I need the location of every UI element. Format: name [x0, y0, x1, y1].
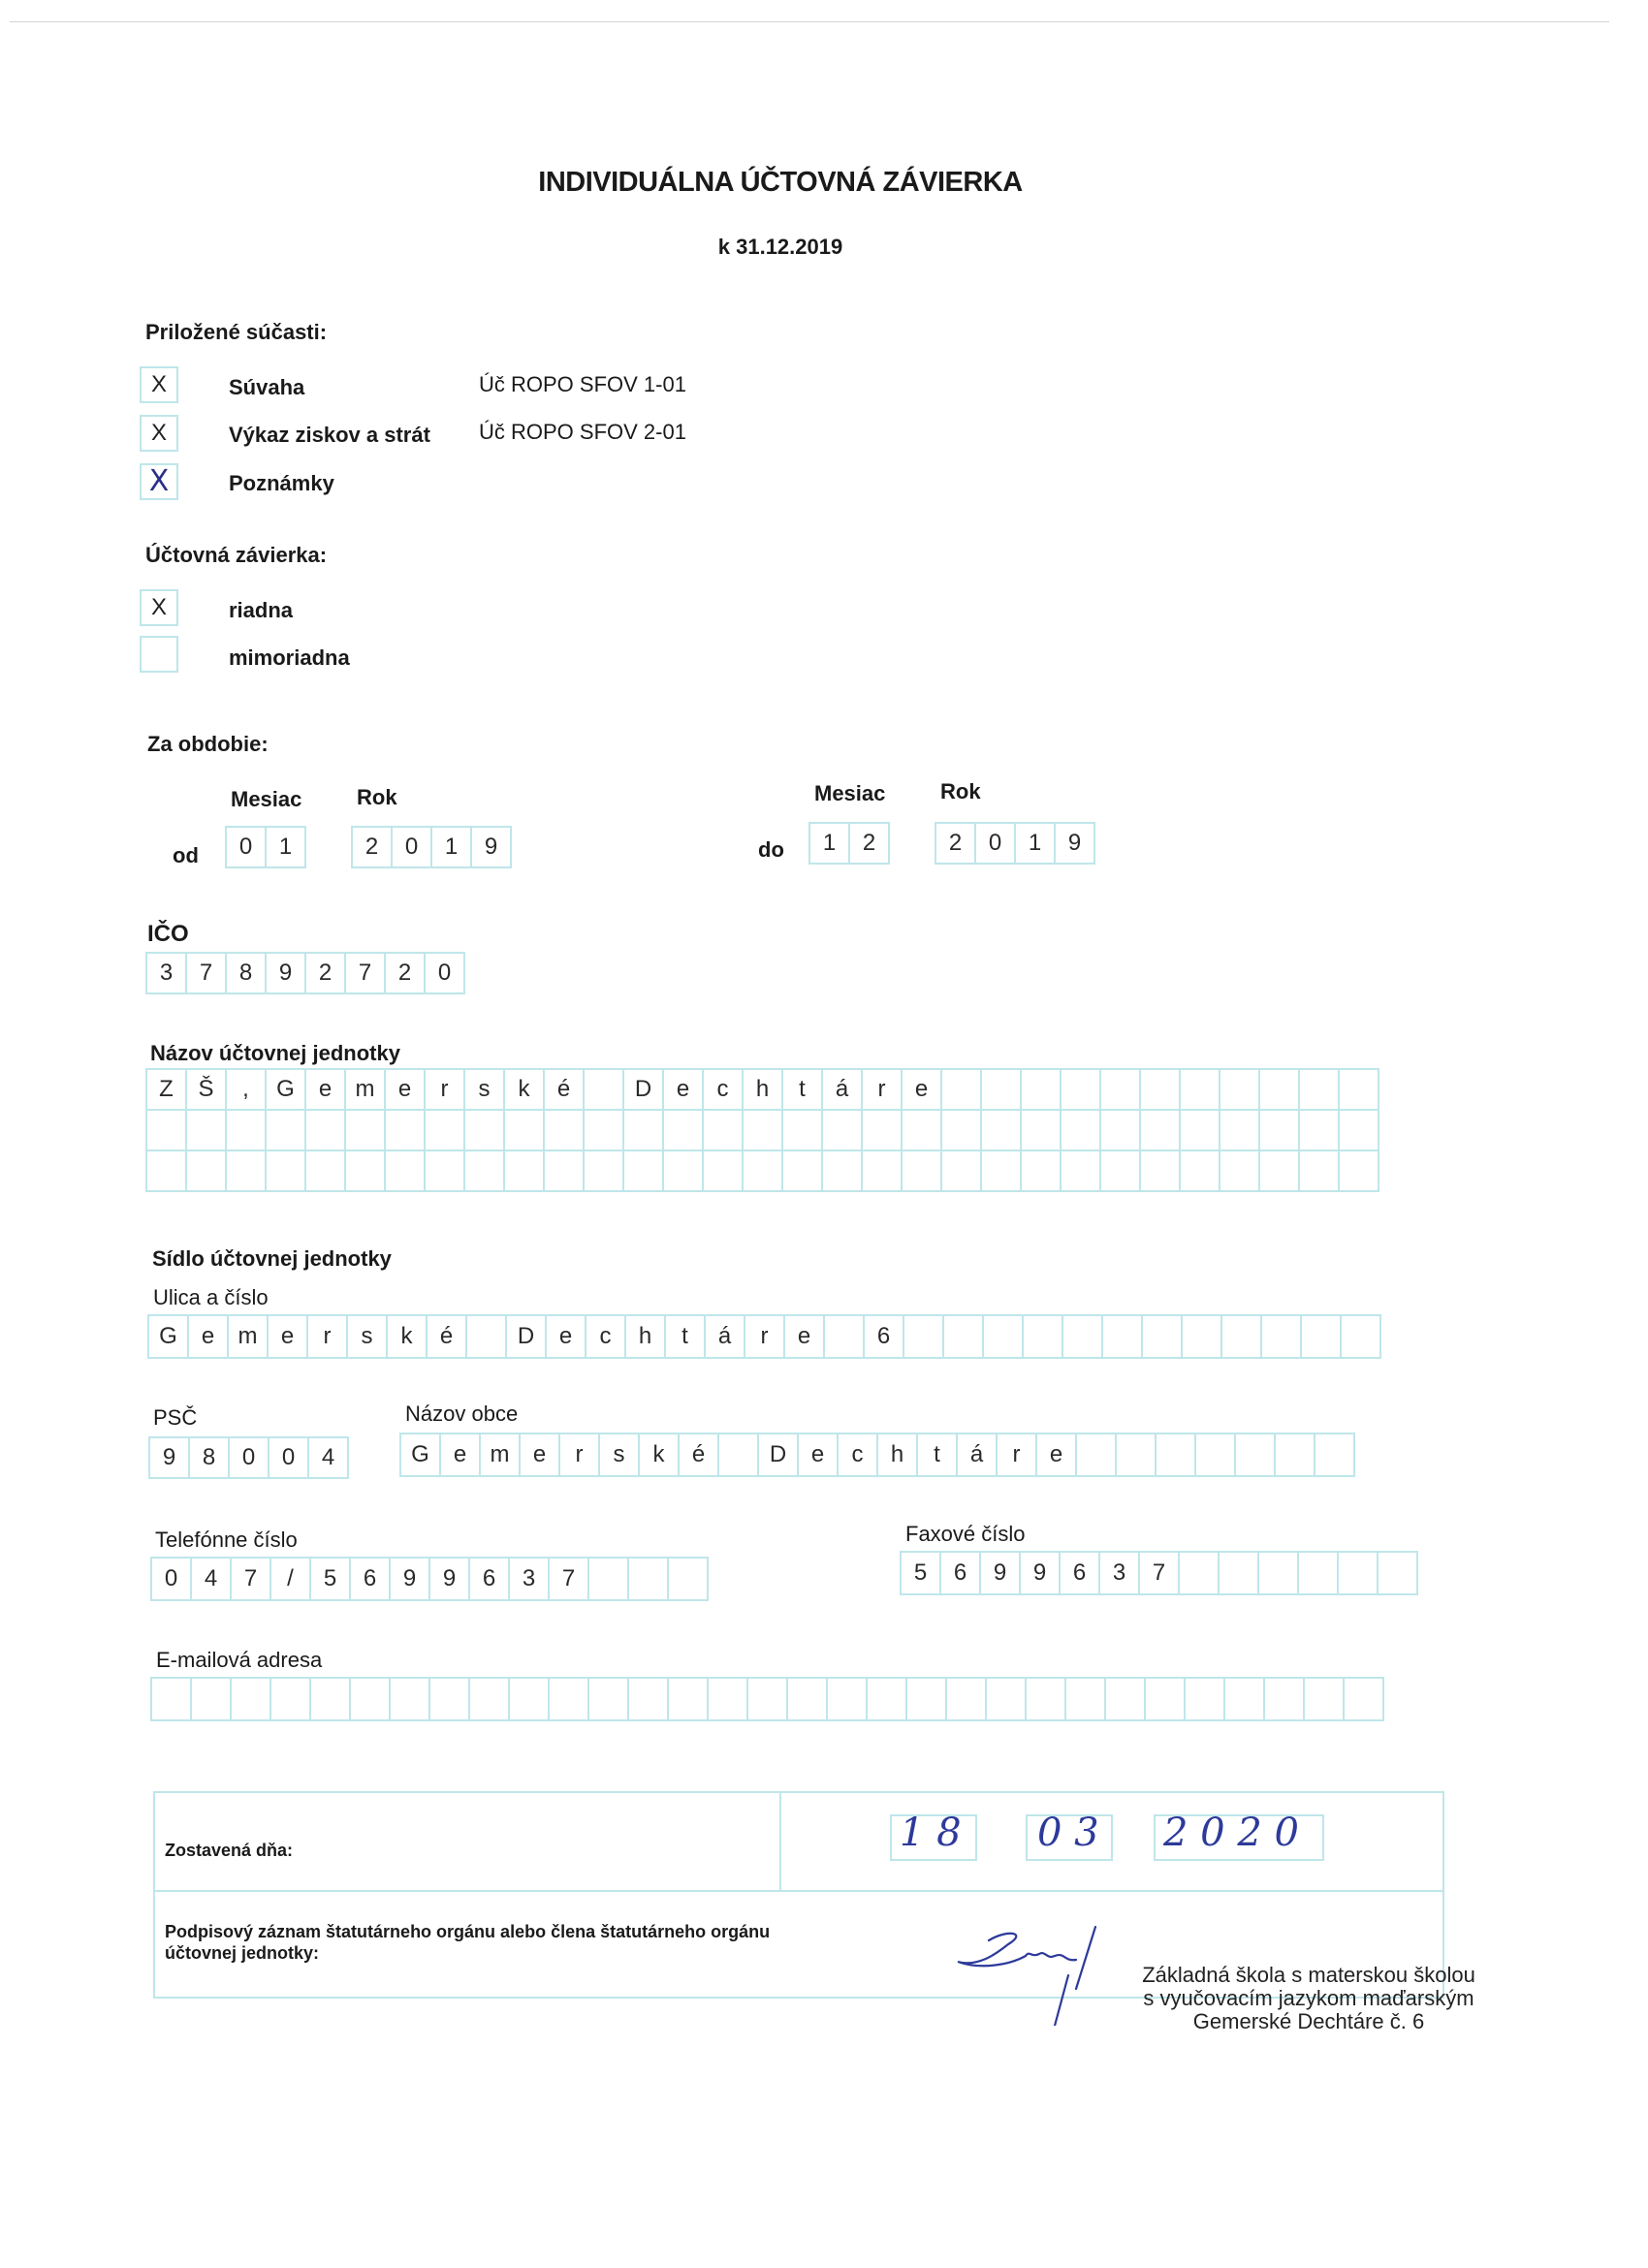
date-label: Zostavená dňa: — [165, 1841, 294, 1860]
char-cell — [424, 1150, 465, 1192]
char-cell — [587, 1677, 629, 1721]
ico-label: IČO — [147, 921, 189, 947]
char-cell — [384, 1109, 426, 1151]
from-year-label: Rok — [357, 785, 397, 809]
char-cell — [662, 1150, 704, 1192]
char-cell — [1297, 1551, 1339, 1595]
char-cell: D — [757, 1433, 799, 1477]
entity-name-row-1[interactable] — [145, 1068, 1378, 1111]
char-cell — [225, 1150, 267, 1192]
char-cell: s — [598, 1433, 640, 1477]
char-cell — [463, 1109, 505, 1151]
char-cell: e — [783, 1314, 825, 1359]
char-cell — [1075, 1433, 1117, 1477]
char-cell — [1338, 1068, 1379, 1111]
document-title: INDIVIDUÁLNA ÚČTOVNÁ ZÁVIERKA — [538, 167, 1023, 198]
char-cell — [543, 1109, 585, 1151]
char-cell: 9 — [470, 826, 512, 868]
char-cell: 1 — [808, 822, 850, 865]
char-cell: 0 — [228, 1436, 269, 1479]
char-cell: 6 — [939, 1551, 981, 1595]
char-cell: h — [876, 1433, 918, 1477]
char-cell: 5 — [900, 1551, 941, 1595]
char-cell — [1060, 1150, 1101, 1192]
char-cell — [1298, 1150, 1340, 1192]
char-cell — [622, 1109, 664, 1151]
town-label: Názov obce — [405, 1402, 519, 1426]
char-cell — [1179, 1068, 1220, 1111]
char-cell: r — [744, 1314, 785, 1359]
char-cell — [1194, 1433, 1236, 1477]
char-cell — [424, 1109, 465, 1151]
char-cell: e — [662, 1068, 704, 1111]
char-cell: 5 — [309, 1557, 351, 1601]
stamp-line-2: s vyučovacím jazykom maďarským — [1143, 1986, 1474, 2010]
char-cell — [543, 1150, 585, 1192]
char-cell — [980, 1150, 1022, 1192]
char-cell — [304, 1150, 346, 1192]
to-month-field[interactable] — [808, 822, 888, 865]
char-cell — [1314, 1433, 1355, 1477]
char-cell — [1219, 1109, 1260, 1151]
char-cell: s — [346, 1314, 388, 1359]
char-cell: h — [624, 1314, 666, 1359]
char-cell: 3 — [1098, 1551, 1140, 1595]
entity-name-label: Názov účtovnej jednotky — [150, 1041, 400, 1065]
char-cell — [190, 1677, 232, 1721]
char-cell: t — [664, 1314, 706, 1359]
char-cell: 8 — [225, 952, 267, 994]
char-cell — [1025, 1677, 1066, 1721]
char-cell: e — [1035, 1433, 1077, 1477]
stamp-line-1: Základná škola s materskou školou — [1142, 1963, 1475, 1987]
char-cell — [781, 1109, 823, 1151]
char-cell — [1062, 1314, 1103, 1359]
char-cell: 9 — [1054, 822, 1095, 865]
char-cell — [1064, 1677, 1106, 1721]
char-cell — [667, 1557, 709, 1601]
char-cell: e — [304, 1068, 346, 1111]
char-cell — [980, 1109, 1022, 1151]
char-cell — [945, 1677, 987, 1721]
char-cell — [1219, 1068, 1260, 1111]
char-cell — [1104, 1677, 1146, 1721]
char-cell: e — [439, 1433, 481, 1477]
char-cell — [1298, 1109, 1340, 1151]
char-cell: k — [386, 1314, 428, 1359]
char-cell: 1 — [1014, 822, 1056, 865]
char-cell: 6 — [1059, 1551, 1100, 1595]
char-cell — [1258, 1109, 1300, 1151]
char-cell — [548, 1677, 589, 1721]
phone-field[interactable] — [150, 1557, 707, 1601]
char-cell: 6 — [468, 1557, 510, 1601]
char-cell: é — [678, 1433, 719, 1477]
char-cell — [1141, 1314, 1183, 1359]
char-cell — [1263, 1677, 1305, 1721]
char-cell — [742, 1109, 783, 1151]
char-cell — [1377, 1551, 1418, 1595]
char-cell: Z — [145, 1068, 187, 1111]
entity-name-row-3[interactable] — [145, 1150, 1378, 1192]
char-cell: e — [901, 1068, 942, 1111]
char-cell — [1155, 1433, 1196, 1477]
char-cell — [1020, 1150, 1062, 1192]
char-cell: e — [267, 1314, 308, 1359]
char-cell — [940, 1068, 982, 1111]
char-cell: m — [227, 1314, 269, 1359]
to-month-label: Mesiac — [814, 781, 886, 805]
char-cell: 3 — [145, 952, 187, 994]
char-cell: r — [306, 1314, 348, 1359]
char-cell — [1220, 1314, 1262, 1359]
char-cell: 0 — [974, 822, 1016, 865]
char-cell — [742, 1150, 783, 1192]
component-label-suvaha: Súvaha — [229, 375, 305, 399]
char-cell — [587, 1557, 629, 1601]
char-cell: á — [956, 1433, 998, 1477]
email-label: E-mailová adresa — [156, 1648, 323, 1672]
char-cell — [980, 1068, 1022, 1111]
char-cell — [1060, 1109, 1101, 1151]
char-cell — [746, 1677, 788, 1721]
document-date: k 31.12.2019 — [717, 235, 843, 259]
checkbox-riadna[interactable]: X — [140, 589, 178, 626]
char-cell — [1020, 1109, 1062, 1151]
char-cell — [1139, 1109, 1181, 1151]
char-cell: 0 — [391, 826, 432, 868]
char-cell — [309, 1677, 351, 1721]
char-cell — [1300, 1314, 1342, 1359]
char-cell: e — [519, 1433, 560, 1477]
char-cell — [304, 1109, 346, 1151]
char-cell — [861, 1109, 903, 1151]
street-field[interactable] — [147, 1314, 1379, 1359]
char-cell: e — [384, 1068, 426, 1111]
char-cell — [344, 1150, 386, 1192]
char-cell — [1179, 1150, 1220, 1192]
char-cell — [269, 1677, 311, 1721]
char-cell — [1234, 1433, 1276, 1477]
char-cell — [1181, 1314, 1222, 1359]
char-cell — [702, 1150, 744, 1192]
char-cell — [145, 1109, 187, 1151]
char-cell: c — [702, 1068, 744, 1111]
char-cell: 9 — [265, 952, 306, 994]
char-cell — [185, 1109, 227, 1151]
char-cell — [185, 1150, 227, 1192]
to-year-label: Rok — [940, 779, 981, 803]
char-cell — [145, 1150, 187, 1192]
date-month-handwritten: 0 3 — [1037, 1811, 1099, 1855]
char-cell — [786, 1677, 828, 1721]
char-cell — [1218, 1551, 1259, 1595]
char-cell: 0 — [424, 952, 465, 994]
char-cell — [1178, 1551, 1220, 1595]
char-cell — [428, 1677, 470, 1721]
char-cell: á — [821, 1068, 863, 1111]
char-cell — [1258, 1150, 1300, 1192]
char-cell: 2 — [935, 822, 976, 865]
char-cell — [503, 1109, 545, 1151]
char-cell: D — [622, 1068, 664, 1111]
char-cell — [1184, 1677, 1225, 1721]
char-cell — [985, 1677, 1027, 1721]
char-cell: G — [147, 1314, 189, 1359]
char-cell — [1338, 1150, 1379, 1192]
stamp-text — [1125, 1964, 1493, 2033]
char-cell — [1338, 1109, 1379, 1151]
char-cell — [901, 1109, 942, 1151]
checkbox-poznamky[interactable]: X — [140, 463, 178, 500]
char-cell: 4 — [307, 1436, 349, 1479]
char-cell — [866, 1677, 907, 1721]
stamp-line-3: Gemerské Dechtáre č. 6 — [1192, 2009, 1425, 2033]
char-cell — [1115, 1433, 1157, 1477]
street-label: Ulica a číslo — [153, 1285, 269, 1309]
ico-field[interactable] — [145, 952, 463, 994]
component-code-suvaha: Úč ROPO SFOV 1-01 — [479, 372, 686, 396]
char-cell — [1340, 1314, 1381, 1359]
char-cell: 9 — [428, 1557, 470, 1601]
from-month-label: Mesiac — [231, 787, 302, 811]
char-cell — [781, 1150, 823, 1192]
char-cell: c — [837, 1433, 878, 1477]
to-label: do — [758, 837, 784, 862]
char-cell — [826, 1677, 868, 1721]
char-cell — [265, 1150, 306, 1192]
char-cell: s — [463, 1068, 505, 1111]
char-cell — [384, 1150, 426, 1192]
psc-field[interactable] — [148, 1436, 347, 1479]
char-cell — [465, 1314, 507, 1359]
signature-table-divider — [153, 1890, 1444, 1892]
char-cell: e — [545, 1314, 586, 1359]
char-cell — [627, 1557, 669, 1601]
char-cell: 7 — [1138, 1551, 1180, 1595]
from-label: od — [173, 843, 199, 867]
char-cell — [344, 1109, 386, 1151]
char-cell — [1139, 1068, 1181, 1111]
char-cell — [1337, 1551, 1379, 1595]
char-cell: G — [265, 1068, 306, 1111]
char-cell: 2 — [351, 826, 393, 868]
char-cell: 9 — [148, 1436, 190, 1479]
char-cell — [349, 1677, 391, 1721]
checkbox-suvaha[interactable]: X — [140, 366, 178, 403]
char-cell: 0 — [225, 826, 267, 868]
char-cell — [707, 1677, 748, 1721]
checkbox-vykaz[interactable]: X — [140, 415, 178, 452]
char-cell — [1060, 1068, 1101, 1111]
char-cell — [150, 1677, 192, 1721]
char-cell — [1099, 1109, 1141, 1151]
char-cell — [508, 1677, 550, 1721]
char-cell: 7 — [185, 952, 227, 994]
char-cell: 0 — [150, 1557, 192, 1601]
char-cell: r — [861, 1068, 903, 1111]
char-cell: 2 — [304, 952, 346, 994]
char-cell: G — [399, 1433, 441, 1477]
char-cell: r — [996, 1433, 1037, 1477]
char-cell — [1303, 1677, 1345, 1721]
char-cell: á — [704, 1314, 745, 1359]
char-cell: / — [269, 1557, 311, 1601]
closing-heading: Účtovná závierka: — [145, 543, 328, 567]
char-cell: 9 — [1019, 1551, 1061, 1595]
char-cell — [1099, 1068, 1141, 1111]
char-cell — [1022, 1314, 1063, 1359]
char-cell — [821, 1109, 863, 1151]
char-cell: 8 — [188, 1436, 230, 1479]
scan-edge-line — [10, 21, 1609, 22]
char-cell: 0 — [268, 1436, 309, 1479]
char-cell — [627, 1677, 669, 1721]
psc-label: PSČ — [153, 1405, 198, 1430]
char-cell: c — [585, 1314, 626, 1359]
char-cell: e — [797, 1433, 839, 1477]
char-cell — [940, 1109, 982, 1151]
char-cell — [1099, 1150, 1141, 1192]
char-cell — [583, 1068, 624, 1111]
signature-table-column-divider — [779, 1791, 781, 1892]
char-cell: 9 — [979, 1551, 1021, 1595]
char-cell: 2 — [384, 952, 426, 994]
char-cell: é — [426, 1314, 467, 1359]
char-cell — [1139, 1150, 1181, 1192]
char-cell: Š — [185, 1068, 227, 1111]
component-code-vykaz: Úč ROPO SFOV 2-01 — [479, 420, 686, 444]
char-cell — [1144, 1677, 1186, 1721]
char-cell — [389, 1677, 430, 1721]
char-cell — [503, 1150, 545, 1192]
char-cell — [662, 1109, 704, 1151]
char-cell — [901, 1150, 942, 1192]
char-cell — [1179, 1109, 1220, 1151]
char-cell: 6 — [349, 1557, 391, 1601]
char-cell — [230, 1677, 271, 1721]
char-cell — [823, 1314, 865, 1359]
date-day-handwritten: 1 8 — [900, 1811, 962, 1855]
signature-scribble-icon — [950, 1919, 1115, 2026]
char-cell: 3 — [508, 1557, 550, 1601]
char-cell — [982, 1314, 1024, 1359]
char-cell: t — [781, 1068, 823, 1111]
char-cell — [583, 1150, 624, 1192]
char-cell: 7 — [230, 1557, 271, 1601]
char-cell: 1 — [430, 826, 472, 868]
closing-label-mimoriadna: mimoriadna — [229, 646, 350, 670]
char-cell — [1101, 1314, 1143, 1359]
char-cell: h — [742, 1068, 783, 1111]
char-cell — [1260, 1314, 1302, 1359]
char-cell: 1 — [265, 826, 306, 868]
seat-heading: Sídlo účtovnej jednotky — [152, 1246, 392, 1271]
char-cell — [1257, 1551, 1299, 1595]
town-field[interactable] — [399, 1433, 1353, 1477]
from-year-field[interactable] — [351, 826, 510, 868]
char-cell — [940, 1150, 982, 1192]
char-cell — [265, 1109, 306, 1151]
char-cell: m — [479, 1433, 521, 1477]
char-cell — [1274, 1433, 1315, 1477]
char-cell: r — [558, 1433, 600, 1477]
char-cell: m — [344, 1068, 386, 1111]
char-cell: r — [424, 1068, 465, 1111]
char-cell: 6 — [863, 1314, 904, 1359]
char-cell: 2 — [848, 822, 890, 865]
signature-label: Podpisový záznam štatutárneho orgánu alebo člena štatutárneho orgánu účtovnej jednotky: — [165, 1922, 771, 1963]
char-cell — [905, 1677, 947, 1721]
phone-label: Telefónne číslo — [155, 1528, 298, 1552]
entity-name-row-2[interactable] — [145, 1109, 1378, 1151]
char-cell — [468, 1677, 510, 1721]
char-cell: 7 — [548, 1557, 589, 1601]
char-cell: 7 — [344, 952, 386, 994]
char-cell: k — [503, 1068, 545, 1111]
char-cell: t — [916, 1433, 958, 1477]
char-cell — [861, 1150, 903, 1192]
email-field[interactable] — [150, 1677, 1382, 1721]
from-month-field[interactable] — [225, 826, 304, 868]
char-cell — [903, 1314, 944, 1359]
char-cell — [821, 1150, 863, 1192]
char-cell — [942, 1314, 984, 1359]
char-cell — [702, 1109, 744, 1151]
closing-label-riadna: riadna — [229, 598, 294, 622]
char-cell: k — [638, 1433, 680, 1477]
char-cell — [583, 1109, 624, 1151]
char-cell — [622, 1150, 664, 1192]
char-cell — [667, 1677, 709, 1721]
char-cell — [1258, 1068, 1300, 1111]
char-cell — [1343, 1677, 1384, 1721]
char-cell — [225, 1109, 267, 1151]
char-cell: e — [187, 1314, 229, 1359]
char-cell — [1298, 1068, 1340, 1111]
char-cell — [1020, 1068, 1062, 1111]
period-heading: Za obdobie: — [147, 732, 269, 756]
char-cell — [1223, 1677, 1265, 1721]
component-label-vykaz: Výkaz ziskov a strát — [229, 423, 430, 447]
char-cell: 9 — [389, 1557, 430, 1601]
char-cell: 4 — [190, 1557, 232, 1601]
char-cell — [1219, 1150, 1260, 1192]
to-year-field[interactable] — [935, 822, 1093, 865]
components-heading: Priložené súčasti: — [145, 320, 328, 344]
checkbox-mimoriadna[interactable] — [140, 636, 178, 673]
char-cell: , — [225, 1068, 267, 1111]
char-cell — [463, 1150, 505, 1192]
char-cell: D — [505, 1314, 547, 1359]
fax-label: Faxové číslo — [905, 1522, 1026, 1546]
component-label-poznamky: Poznámky — [229, 471, 334, 495]
char-cell: é — [543, 1068, 585, 1111]
char-cell — [717, 1433, 759, 1477]
fax-field[interactable] — [900, 1551, 1416, 1595]
date-year-handwritten: 2 0 2 0 — [1163, 1811, 1299, 1855]
